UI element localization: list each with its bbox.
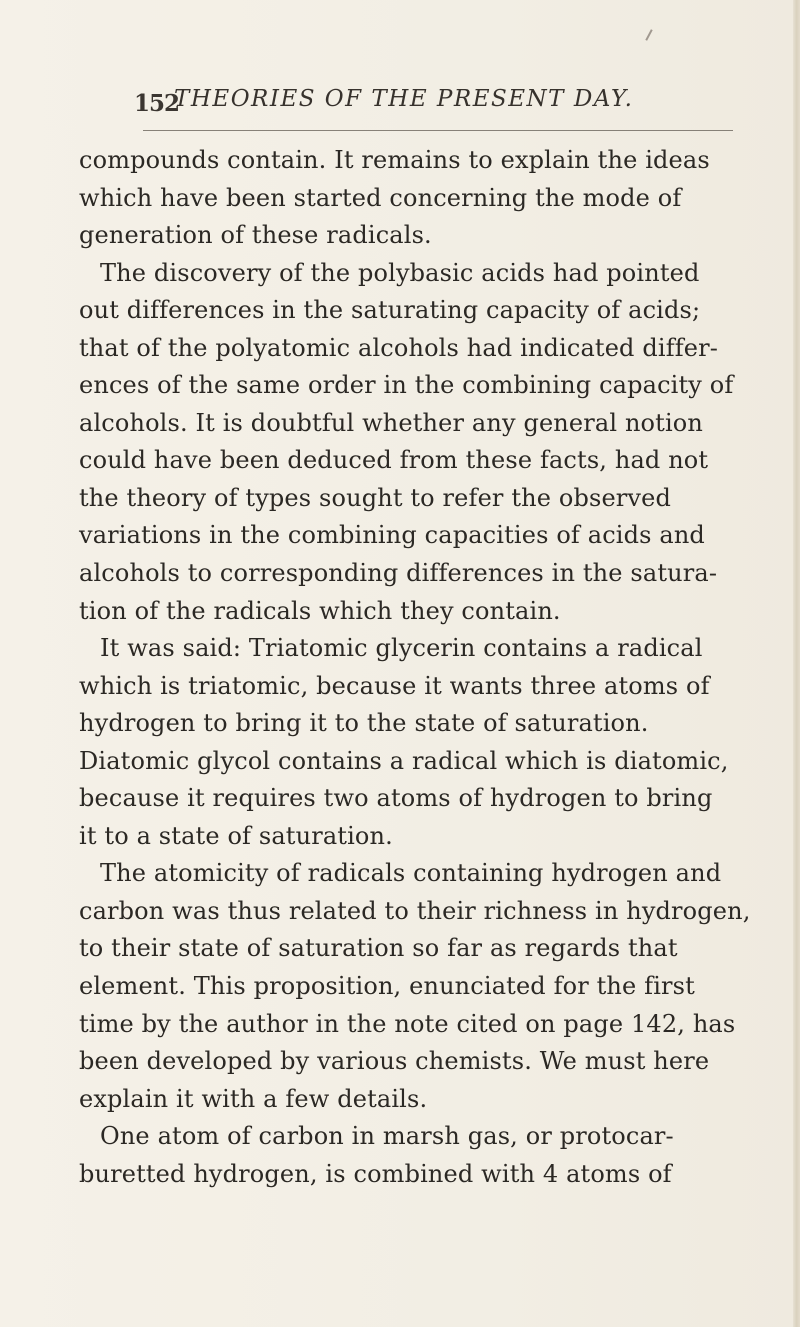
running-head: THEORIES OF THE PRESENT DAY. <box>174 86 634 112</box>
text-line: hydrogen to bring it to the state of saturation. <box>79 709 649 738</box>
text-line: buretted hydrogen, is combined with 4 atoms of <box>79 1159 672 1188</box>
text-line: element. This proposition, enunciated for the first <box>79 972 695 1001</box>
page-number: 152 <box>134 90 180 117</box>
text-line: that of the polyatomic alcohols had indicated differ- <box>79 333 718 362</box>
text-line: The discovery of the polybasic acids had pointed <box>100 258 700 287</box>
text-line: One atom of carbon in marsh gas, or protocar- <box>100 1122 674 1151</box>
text-line: It was said: Triatomic glycerin contains a radical <box>100 634 703 663</box>
text-line: compounds contain. It remains to explain the ideas <box>79 146 710 174</box>
text-line: been developed by various chemists. We must here <box>79 1047 710 1076</box>
text-line: which have been started concerning the mode of <box>79 183 682 212</box>
text-line: alcohols. It is doubtful whether any general notion <box>79 408 703 437</box>
text-line: to their state of saturation so far as regards that <box>79 934 678 963</box>
text-line: carbon was thus related to their richness in hydrogen, <box>79 896 751 925</box>
text-line: tion of the radicals which they contain. <box>79 596 561 625</box>
text-line: alcohols to corresponding differences in the satura- <box>79 559 718 588</box>
page-header <box>134 86 694 128</box>
text-line: because it requires two atoms of hydrogen to bring <box>79 784 713 813</box>
text-line: out differences in the saturating capacity of acids; <box>79 296 701 325</box>
body-text <box>79 142 749 1193</box>
text-line: variations in the combining capacities of acids and <box>79 521 705 550</box>
text-line: time by the author in the note cited on page 142, has <box>79 1009 736 1038</box>
page-mark <box>645 29 652 41</box>
text-line: ences of the same order in the combining capacity of <box>79 371 734 400</box>
text-line: Diatomic glycol contains a radical which is diatomic, <box>79 746 729 775</box>
text-line: The atomicity of radicals containing hydrogen and <box>100 859 722 888</box>
text-line: generation of these radicals. <box>79 221 432 250</box>
text-line: it to a state of saturation. <box>79 821 393 850</box>
header-rule <box>143 130 733 131</box>
text-line: could have been deduced from these facts, had not <box>79 446 709 475</box>
text-line: the theory of types sought to refer the observed <box>79 483 671 512</box>
text-line: which is triatomic, because it wants three atoms of <box>79 671 710 700</box>
text-line: explain it with a few details. <box>79 1084 428 1113</box>
page-edge <box>793 0 800 1327</box>
